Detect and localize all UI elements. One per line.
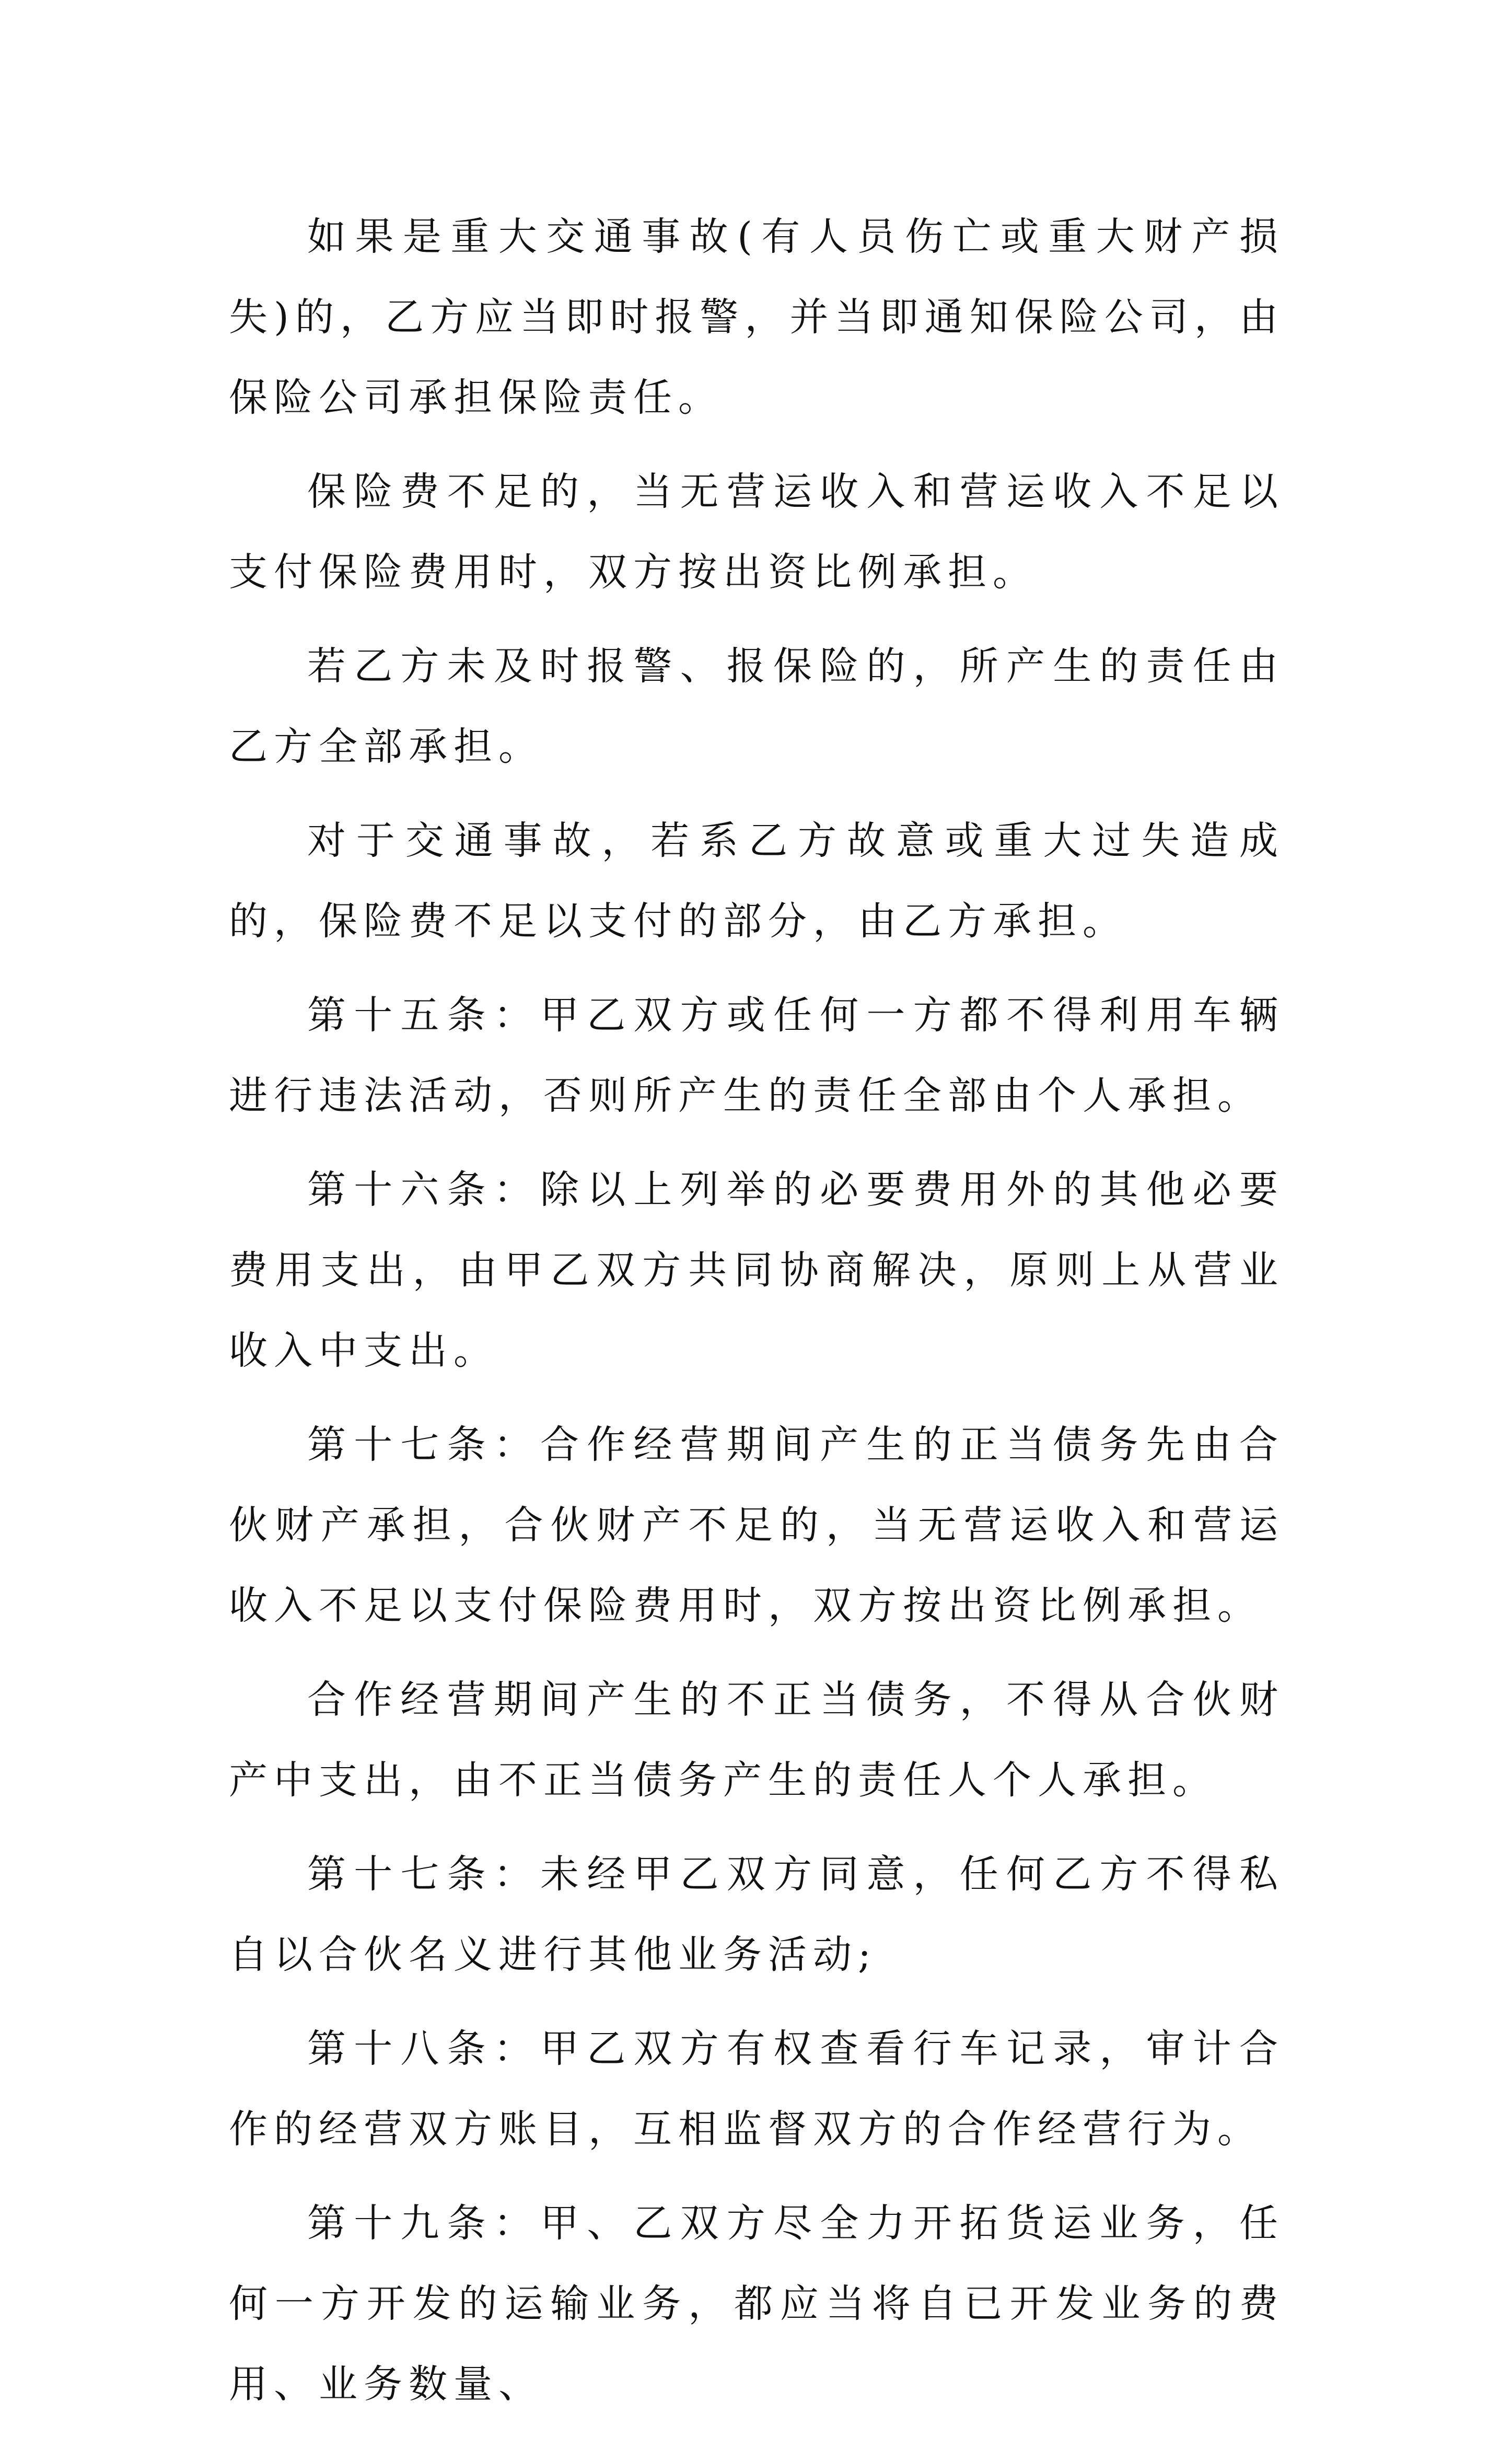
- paragraph-article-17-debts: 第十七条：合作经营期间产生的正当债务先由合伙财产承担，合伙财产不足的，当无营运收入和营运收入不足以支付保险费用时，双方按出资比例承担。: [229, 1422, 1284, 1628]
- paragraph-article-16: 第十六条：除以上列举的必要费用外的其他必要费用支出，由甲乙双方共同协商解决，原则上从营业收入中支出。: [229, 1167, 1284, 1373]
- paragraph-article-18: 第十八条：甲乙双方有权查看行车记录，审计合作的经营双方账目，互相监督双方的合作经营行为。: [229, 2026, 1284, 2152]
- document-body: [229, 196, 1284, 2438]
- paragraph-late-report-liability: 若乙方未及时报警、报保险的，所产生的责任由乙方全部承担。: [229, 644, 1284, 769]
- paragraph-improper-debts: 合作经营期间产生的不正当债务，不得从合伙财产中支出，由不正当债务产生的责任人个人承担。: [229, 1677, 1284, 1803]
- paragraph-insurance-shortfall: 保险费不足的，当无营运收入和营运收入不足以支付保险费用时，双方按出资比例承担。: [229, 469, 1284, 595]
- paragraph-negligence-liability: 对于交通事故，若系乙方故意或重大过失造成的，保险费不足以支付的部分，由乙方承担。: [229, 818, 1284, 944]
- paragraph-article-17-consent: 第十七条：未经甲乙双方同意，任何乙方不得私自以合伙名义进行其他业务活动;: [229, 1852, 1284, 1977]
- paragraph-article-15: 第十五条：甲乙双方或任何一方都不得利用车辆进行违法活动，否则所产生的责任全部由个人承担。: [229, 993, 1284, 1118]
- paragraph-accident-report: 如果是重大交通事故(有人员伤亡或重大财产损失)的，乙方应当即时报警，并当即通知保险公司，由保险公司承担保险责任。: [229, 214, 1284, 420]
- paragraph-article-19: 第十九条：甲、乙双方尽全力开拓货运业务，任何一方开发的运输业务，都应当将自已开发业务的费用、业务数量、: [229, 2201, 1284, 2407]
